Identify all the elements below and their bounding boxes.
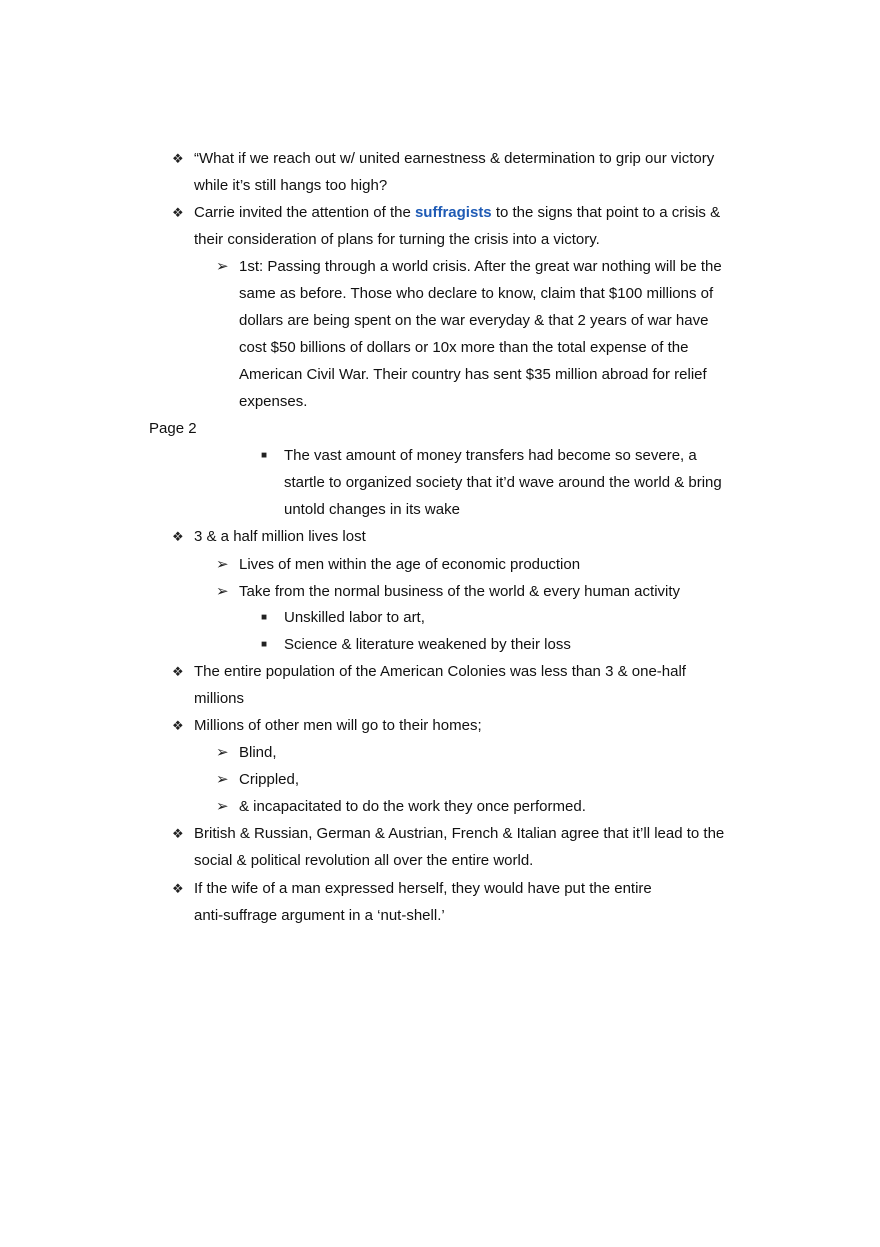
- diamond-bullet-icon: ❖: [172, 529, 184, 544]
- item-text: Crippled,: [239, 771, 300, 788]
- item-text: British & Russian, German & Austrian, French & Italian agree that it’ll lead to the: [194, 825, 725, 842]
- item-text: millions: [194, 690, 245, 707]
- item-text: dollars are being spent on the war everyday & that 2 years of war have: [239, 312, 709, 329]
- item-text: American Civil War. Their country has sent $35 million abroad for relief: [239, 366, 707, 383]
- item-text: “What if we reach out w/ united earnestness & determination to grip our victory: [194, 150, 715, 167]
- square-bullet-icon: ■: [261, 612, 268, 623]
- diamond-bullet-icon: ❖: [172, 664, 184, 679]
- item-text: [194, 199, 720, 226]
- item-text: Lives of men within the age of economic production: [239, 556, 581, 573]
- item-text: Take from the normal business of the world & every human activity: [239, 583, 681, 600]
- item-text: while it’s still hangs too high?: [194, 177, 388, 194]
- item-text: The entire population of the American Colonies was less than 3 & one-half: [194, 663, 686, 680]
- item-text: 3 & a half million lives lost: [194, 528, 366, 545]
- item-text: cost $50 billions of dollars or 10x more than the total expense of the: [239, 339, 689, 356]
- item-text: startle to organized society that it’d wave around the world & bring: [284, 474, 722, 491]
- item-text: Unskilled labor to art,: [284, 609, 425, 626]
- item-text: untold changes in its wake: [284, 501, 460, 518]
- item-text: Science & literature weakened by their loss: [284, 636, 571, 653]
- suffragists-link[interactable]: suffragists: [414, 204, 492, 221]
- arrow-bullet-icon: ➢: [216, 583, 229, 600]
- arrow-bullet-icon: ➢: [216, 744, 229, 761]
- diamond-bullet-icon: ❖: [172, 151, 184, 166]
- arrow-bullet-icon: ➢: [216, 771, 229, 788]
- item-text: anti-suffrage argument in a ‘nut-shell.’: [194, 907, 445, 924]
- item-text: their consideration of plans for turning the crisis into a victory.: [194, 231, 600, 248]
- item-text: same as before. Those who declare to know, claim that $100 millions of: [239, 285, 714, 302]
- diamond-bullet-icon: ❖: [172, 718, 184, 733]
- diamond-bullet-icon: ❖: [172, 205, 184, 220]
- item-text: Blind,: [239, 744, 277, 761]
- item-text: expenses.: [239, 393, 308, 410]
- item-text: Millions of other men will go to their homes;: [194, 717, 482, 734]
- square-bullet-icon: ■: [261, 639, 268, 650]
- diamond-bullet-icon: ❖: [172, 881, 184, 896]
- item-text: The vast amount of money transfers had become so severe, a: [284, 447, 697, 464]
- item-text-after: to the signs that point to a crisis &: [491, 204, 721, 221]
- diamond-bullet-icon: ❖: [172, 826, 184, 841]
- arrow-bullet-icon: ➢: [216, 258, 229, 275]
- item-text: & incapacitated to do the work they once performed.: [239, 798, 586, 815]
- item-text: social & political revolution all over the entire world.: [194, 852, 534, 869]
- item-text: 1st: Passing through a world crisis. After the great war nothing will be the: [239, 258, 722, 275]
- item-text-before: Carrie invited the attention of the: [194, 204, 415, 221]
- item-text: If the wife of a man expressed herself, they would have put the entire: [194, 880, 652, 897]
- arrow-bullet-icon: ➢: [216, 556, 229, 573]
- square-bullet-icon: ■: [261, 450, 268, 461]
- page-label-text: Page 2: [149, 420, 197, 437]
- arrow-bullet-icon: ➢: [216, 798, 229, 815]
